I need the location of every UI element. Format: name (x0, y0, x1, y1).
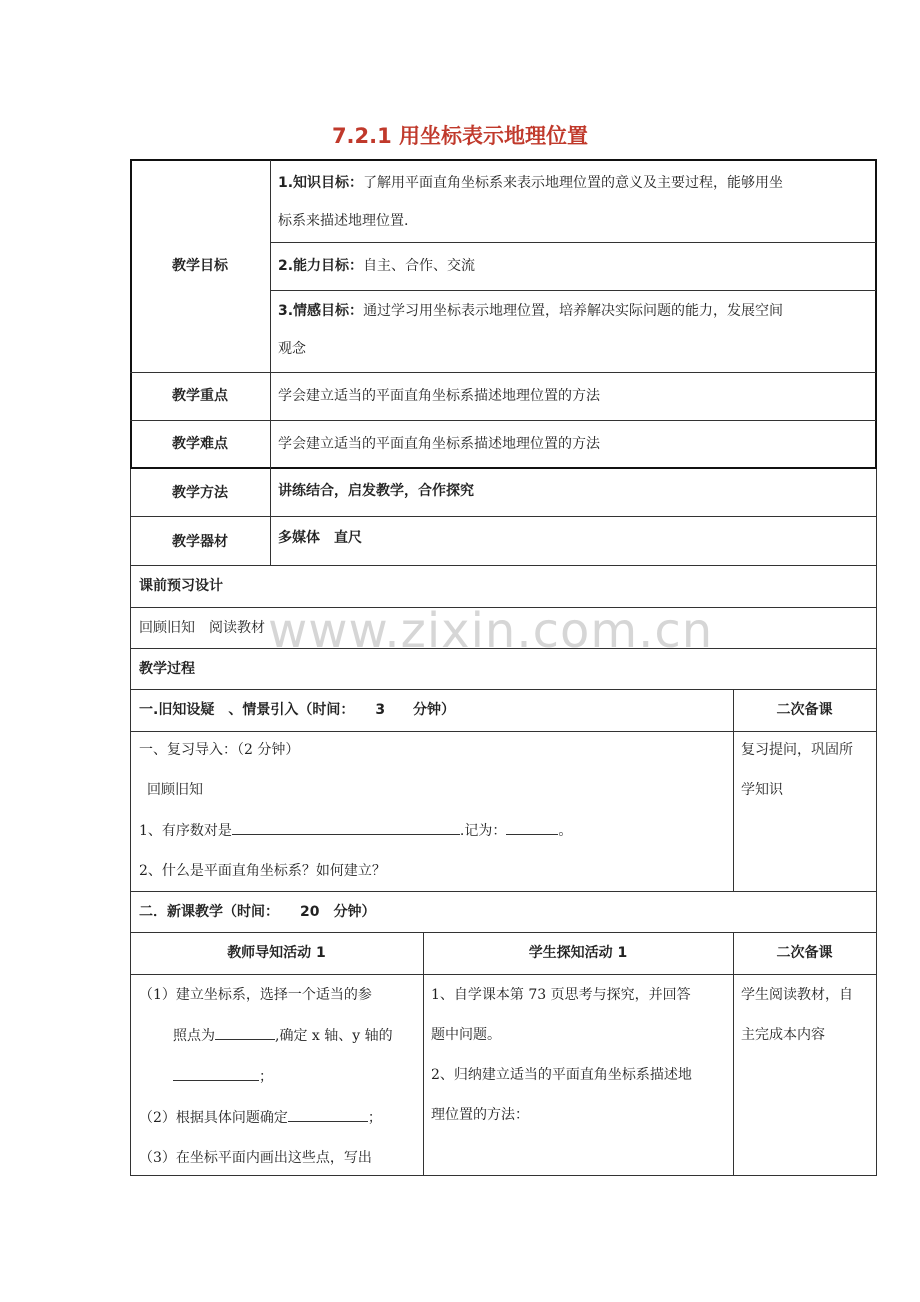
watermark: www.zixin.com.cn (268, 603, 714, 659)
table-border (130, 974, 876, 975)
table-border (876, 469, 877, 1175)
table-border (130, 607, 876, 608)
section1-heading: 一.旧知设疑 、情景引入（时间： 3 分钟） (139, 702, 456, 718)
notation-label: .记为： (459, 823, 507, 839)
student-step1-line2: 题中问题。 (431, 1027, 501, 1043)
key-point-label: 教学重点 (172, 388, 228, 404)
teacher-step1-line2 (139, 1025, 421, 1046)
preview-text: 回顾旧知 阅读教材 (139, 620, 265, 636)
objective-emotion-text-2: 观念 (278, 341, 306, 357)
objectives-label: 教学目标 (172, 258, 228, 274)
table-border (733, 932, 734, 1175)
student-activity-content (431, 985, 731, 1125)
table-border (130, 932, 876, 933)
teacher-step2 (139, 1107, 421, 1128)
section2-side-heading: 二次备课 (776, 945, 833, 961)
table-border (130, 731, 876, 732)
equipment-text: 多媒体 直尺 (278, 530, 362, 546)
table-border (130, 1175, 877, 1176)
reference-point-blank[interactable] (215, 1025, 275, 1040)
objective-ability (278, 256, 873, 276)
method-text: 讲练结合，启发教学，合作探究 (278, 483, 474, 499)
axis-blank[interactable] (173, 1066, 259, 1081)
side-note-line1: 学生阅读教材，自 (741, 987, 853, 1003)
section1-side-note (741, 740, 873, 800)
table-border (130, 516, 876, 517)
table-border (270, 160, 271, 565)
review-old-knowledge: 回顾旧知 (147, 782, 203, 798)
student-step2-line1: 2、归纳建立适当的平面直角坐标系描述地 (431, 1067, 692, 1083)
coordinate-system-question: 2、什么是平面直角坐标系？如何建立？ (139, 863, 386, 879)
semicolon: ； (367, 1110, 382, 1126)
table-border (130, 159, 132, 469)
student-activity-heading: 学生探知活动 1 (528, 945, 628, 961)
table-border (130, 565, 876, 566)
difficulty-text: 学会建立适当的平面直角坐标系描述地理位置的方法 (278, 436, 600, 452)
table-border (423, 932, 424, 1175)
teacher-activity-heading: 教师导知活动 1 (227, 945, 326, 961)
preview-heading: 课前预习设计 (139, 578, 223, 594)
key-point-text: 学会建立适当的平面直角坐标系描述地理位置的方法 (278, 388, 600, 404)
objective-emotion-head: 3.情感目标： (278, 303, 364, 319)
side-note-line2: 学知识 (741, 782, 783, 798)
table-border (130, 648, 876, 649)
process-heading: 教学过程 (139, 661, 195, 677)
page-title: 7.2.1 用坐标表示地理位置 (331, 124, 589, 148)
review-intro: 一、复习导入：（2 分钟） (139, 742, 300, 758)
teacher-step2-label: （2）根据具体问题确定 (139, 1110, 288, 1126)
table-border (130, 159, 877, 161)
table-border (130, 420, 876, 421)
student-step1-line1: 1、自学课本第 73 页思考与探究，并回答 (431, 987, 691, 1003)
axis-label: ,确定 x 轴、y 轴的 (275, 1028, 393, 1044)
difficulty-label: 教学难点 (172, 436, 228, 452)
teacher-activity-content (139, 985, 421, 1168)
table-border (875, 159, 877, 469)
section2-side-note (741, 985, 873, 1045)
objective-knowledge-head: 1.知识目标： (278, 175, 364, 191)
objective-knowledge-text: 了解用平面直角坐标系来表示地理位置的意义及主要过程，能够用坐 (363, 175, 784, 191)
student-step2-line2: 理位置的方法： (431, 1107, 529, 1123)
step2-blank[interactable] (288, 1107, 368, 1122)
table-border (270, 242, 876, 243)
notation-blank[interactable] (506, 820, 558, 835)
objective-emotion-text: 通过学习用坐标表示地理位置，培养解决实际问题的能力，发展空间 (363, 303, 784, 319)
ordered-pair-question (139, 820, 729, 841)
objective-ability-head: 2.能力目标： (278, 258, 364, 274)
ordered-pair-blank[interactable] (232, 820, 460, 835)
side-note-line1: 复习提问，巩固所 (741, 742, 853, 758)
equipment-label: 教学器材 (172, 534, 228, 550)
teacher-step1-line1: （1）建立坐标系，选择一个适当的参 (139, 987, 372, 1003)
table-border (130, 689, 876, 690)
table-border (130, 372, 876, 373)
objective-knowledge (278, 173, 873, 231)
side-note-line2: 主完成本内容 (741, 1027, 825, 1043)
objective-knowledge-text-2: 标系来描述地理位置. (278, 213, 409, 229)
table-border (130, 891, 876, 892)
table-border (130, 467, 877, 469)
section2-heading: 二．新课教学（时间： 20 分钟） (139, 904, 376, 920)
table-border (130, 469, 131, 1175)
section1-content (139, 740, 729, 881)
period: 。 (558, 823, 573, 839)
reference-point-label: 照点为 (173, 1028, 215, 1044)
semicolon: ； (259, 1069, 273, 1085)
objective-ability-text: 自主、合作、交流 (363, 258, 476, 274)
section1-side-heading: 二次备课 (776, 702, 833, 718)
teacher-step1-line3 (139, 1066, 421, 1087)
ordered-pair-label: 1、有序数对是 (139, 823, 232, 839)
objective-emotion (278, 301, 873, 359)
teacher-step3: （3）在坐标平面内画出这些点，写出 (139, 1150, 372, 1166)
method-label: 教学方法 (172, 485, 228, 501)
table-border (270, 290, 876, 291)
